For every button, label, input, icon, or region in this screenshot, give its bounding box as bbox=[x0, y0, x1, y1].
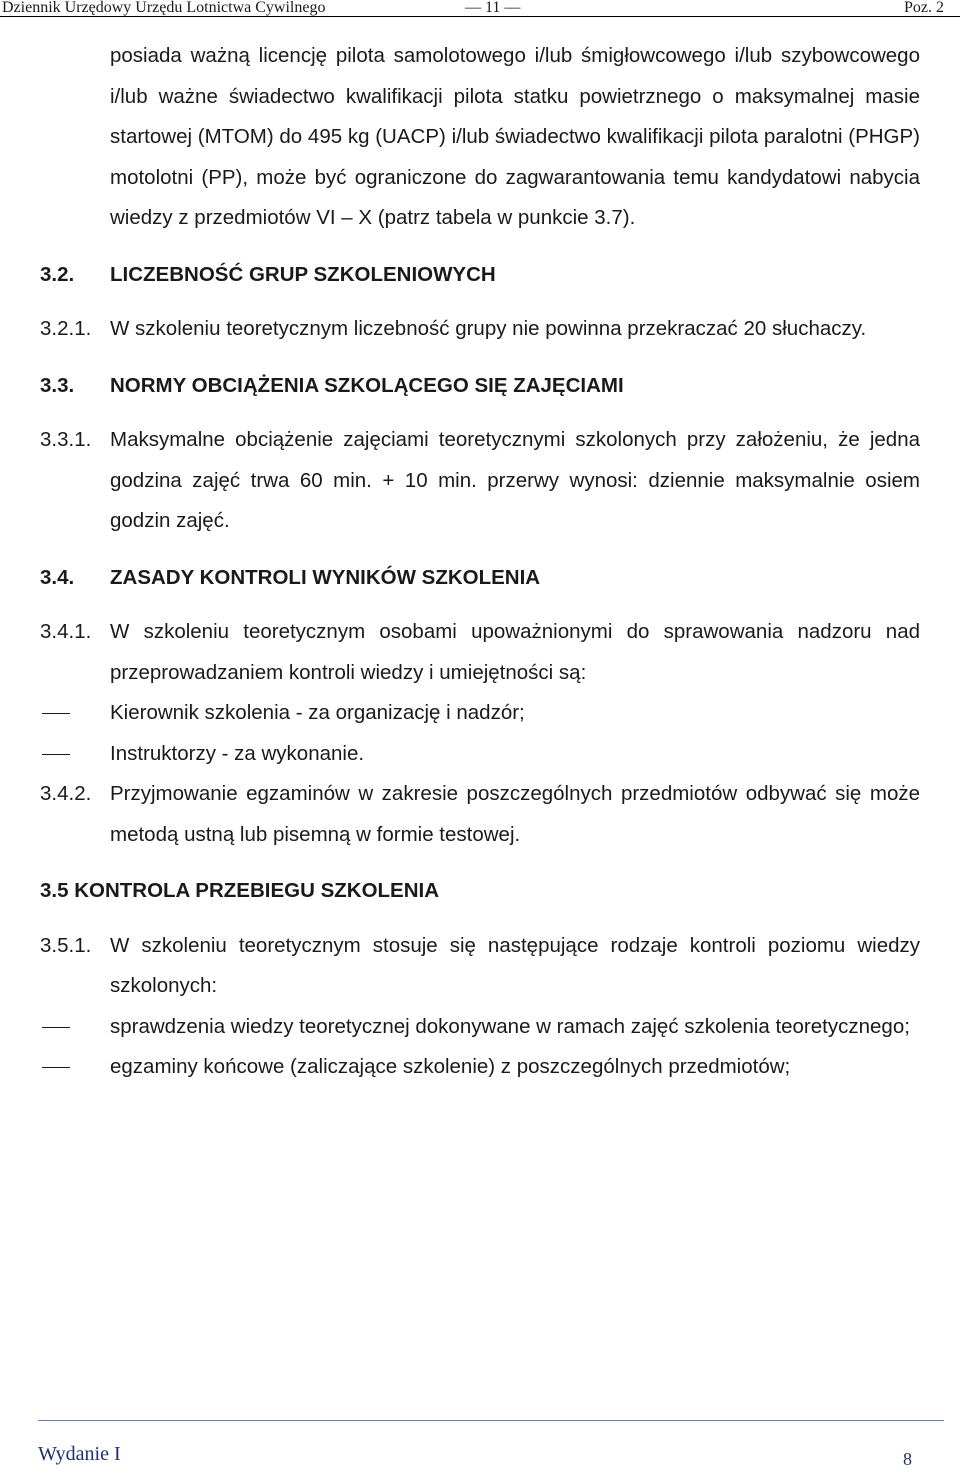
paragraph-text: Maksymalne obciążenie zajęciami teoretycznymi szkolonych przy założeniu, że jedna godzina zajęć trwa 60 min. + 10 min. przerwy wynosi: dziennie maksymalnie osiem godzin zajęć. bbox=[110, 428, 920, 532]
page-number: 8 bbox=[903, 1449, 912, 1469]
list-item bbox=[40, 1047, 920, 1088]
section-title: 3.5 KONTROLA PRZEBIEGU SZKOLENIA bbox=[40, 879, 440, 902]
paragraph-3-2-1 bbox=[40, 309, 920, 350]
list-item bbox=[40, 693, 920, 734]
paragraph-text: Przyjmowanie egzaminów w zakresie poszczególnych przedmiotów odbywać się może metodą ustną lub pisemną w formie testowej. bbox=[110, 782, 920, 846]
section-number: 3.3. bbox=[40, 373, 75, 397]
list-item bbox=[40, 734, 920, 775]
section-heading-3-4 bbox=[40, 558, 920, 599]
list-item bbox=[40, 1007, 920, 1048]
paragraph-3-4-2 bbox=[40, 774, 920, 855]
dash-bullet-icon bbox=[42, 713, 70, 714]
paragraph-text: W szkoleniu teoretycznym liczebność grupy nie powinna przekraczać 20 słuchaczy. bbox=[110, 317, 867, 340]
section-heading-3-5 bbox=[40, 871, 920, 912]
section-number: 3.2. bbox=[40, 262, 75, 286]
paragraph-number: 3.3.1. bbox=[40, 428, 92, 451]
paragraph-number: 3.4.2. bbox=[40, 782, 92, 805]
section-title: NORMY OBCIĄŻENIA SZKOLĄCEGO SIĘ ZAJĘCIAMI bbox=[110, 373, 624, 397]
dash-bullet-icon bbox=[42, 754, 70, 755]
position-number: Poz. 2 bbox=[904, 0, 944, 16]
dash-bullet-icon bbox=[42, 1067, 70, 1068]
section-title: LICZEBNOŚĆ GRUP SZKOLENIOWYCH bbox=[110, 262, 496, 286]
list-item-text: egzaminy końcowe (zaliczające szkolenie) z poszczególnych przedmiotów; bbox=[110, 1055, 791, 1078]
paragraph-text: W szkoleniu teoretycznym stosuje się następujące rodzaje kontroli poziomu wiedzy szkolonych: bbox=[110, 933, 920, 997]
journal-page-number: — 11 — bbox=[465, 0, 521, 16]
paragraph-3-3-1 bbox=[40, 420, 920, 542]
list-item-text: sprawdzenia wiedzy teoretycznej dokonywane w ramach zajęć szkolenia teoretycznego; bbox=[110, 1014, 910, 1038]
edition-label: Wydanie I bbox=[38, 1443, 121, 1465]
paragraph-3-5-1 bbox=[40, 926, 920, 1007]
paragraph-number: 3.5.1. bbox=[40, 933, 92, 957]
footer-rule bbox=[38, 1420, 944, 1421]
journal-title: Dziennik Urzędowy Urzędu Lotnictwa Cywilnego bbox=[2, 0, 326, 16]
section-heading-3-3 bbox=[40, 366, 920, 407]
paragraph-number: 3.4.1. bbox=[40, 620, 92, 643]
dash-bullet-icon bbox=[42, 1027, 70, 1028]
paragraph-number: 3.2.1. bbox=[40, 317, 92, 340]
section-title: ZASADY KONTROLI WYNIKÓW SZKOLENIA bbox=[110, 565, 541, 589]
list-item-text: Instruktorzy - za wykonanie. bbox=[110, 741, 365, 765]
intro-paragraph: posiada ważną licencję pilota samolotowego i/lub śmigłowcowego i/lub szybowcowego i/lub ważne świadectwo kwalifikacji pilota statku powietrznego o maksymalnej masie startowej (MTOM) do 495 kg (UACP) i/lub świadectwo kwalifikacji pilota paralotni (PHGP) motolotni (PP), może być ograniczone do zagwarantowania temu kandydatowi nabycia wiedzy z przedmiotów VI – X (patrz tabela w punkcie 3.7). bbox=[110, 44, 920, 229]
paragraph-3-4-1 bbox=[40, 612, 920, 693]
section-number: 3.4. bbox=[40, 565, 75, 589]
document-body bbox=[40, 36, 920, 1088]
header-rule bbox=[0, 16, 960, 17]
page-header bbox=[0, 0, 960, 20]
list-item-text: Kierownik szkolenia - za organizację i nadzór; bbox=[110, 701, 525, 724]
section-heading-3-2 bbox=[40, 255, 920, 296]
paragraph-text: W szkoleniu teoretycznym osobami upoważnionymi do sprawowania nadzoru nad przeprowadzaniem kontroli wiedzy i umiejętności są: bbox=[110, 620, 920, 684]
